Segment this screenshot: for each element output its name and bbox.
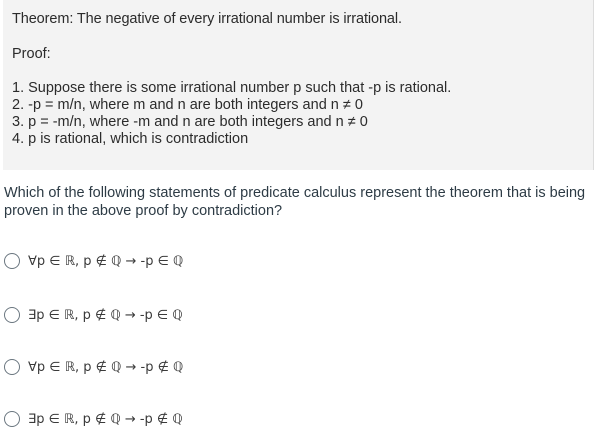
radio-button-icon[interactable] xyxy=(4,307,20,323)
proof-step-2: 2. -p = m/n, where m and n are both integers and n ≠ 0 xyxy=(12,97,363,113)
radio-button-icon[interactable] xyxy=(4,253,20,269)
theorem-text: Theorem: The negative of every irrational number is irrational. xyxy=(12,11,402,27)
proof-step-3: 3. p = -m/n, where -m and n are both integers and n ≠ 0 xyxy=(12,114,368,130)
radio-button-icon[interactable] xyxy=(4,411,20,427)
radio-button-icon[interactable] xyxy=(4,359,20,375)
proof-panel xyxy=(3,0,594,170)
proof-steps xyxy=(12,80,451,148)
answer-option-label[interactable]: ∀p ∈ ℝ, p ∉ ℚ → -p ∉ ℚ xyxy=(28,359,184,375)
answer-option-1[interactable] xyxy=(4,253,183,269)
answer-option-label[interactable]: ∃p ∈ ℝ, p ∉ ℚ → -p ∈ ℚ xyxy=(28,307,183,323)
question-text: Which of the following statements of predicate calculus represent the theorem that is being proven in the above proof by contradiction? xyxy=(4,185,586,219)
answer-option-4[interactable] xyxy=(4,411,183,427)
proof-label: Proof: xyxy=(12,46,51,62)
proof-step-4: 4. p is rational, which is contradiction xyxy=(12,131,249,147)
answer-option-label[interactable]: ∀p ∈ ℝ, p ∉ ℚ → -p ∈ ℚ xyxy=(28,253,184,269)
proof-step-1: 1. Suppose there is some irrational number p such that -p is rational. xyxy=(12,80,452,96)
answer-option-label[interactable]: ∃p ∈ ℝ, p ∉ ℚ → -p ∉ ℚ xyxy=(28,411,183,427)
answer-option-3[interactable] xyxy=(4,359,183,375)
answer-option-2[interactable] xyxy=(4,307,183,323)
